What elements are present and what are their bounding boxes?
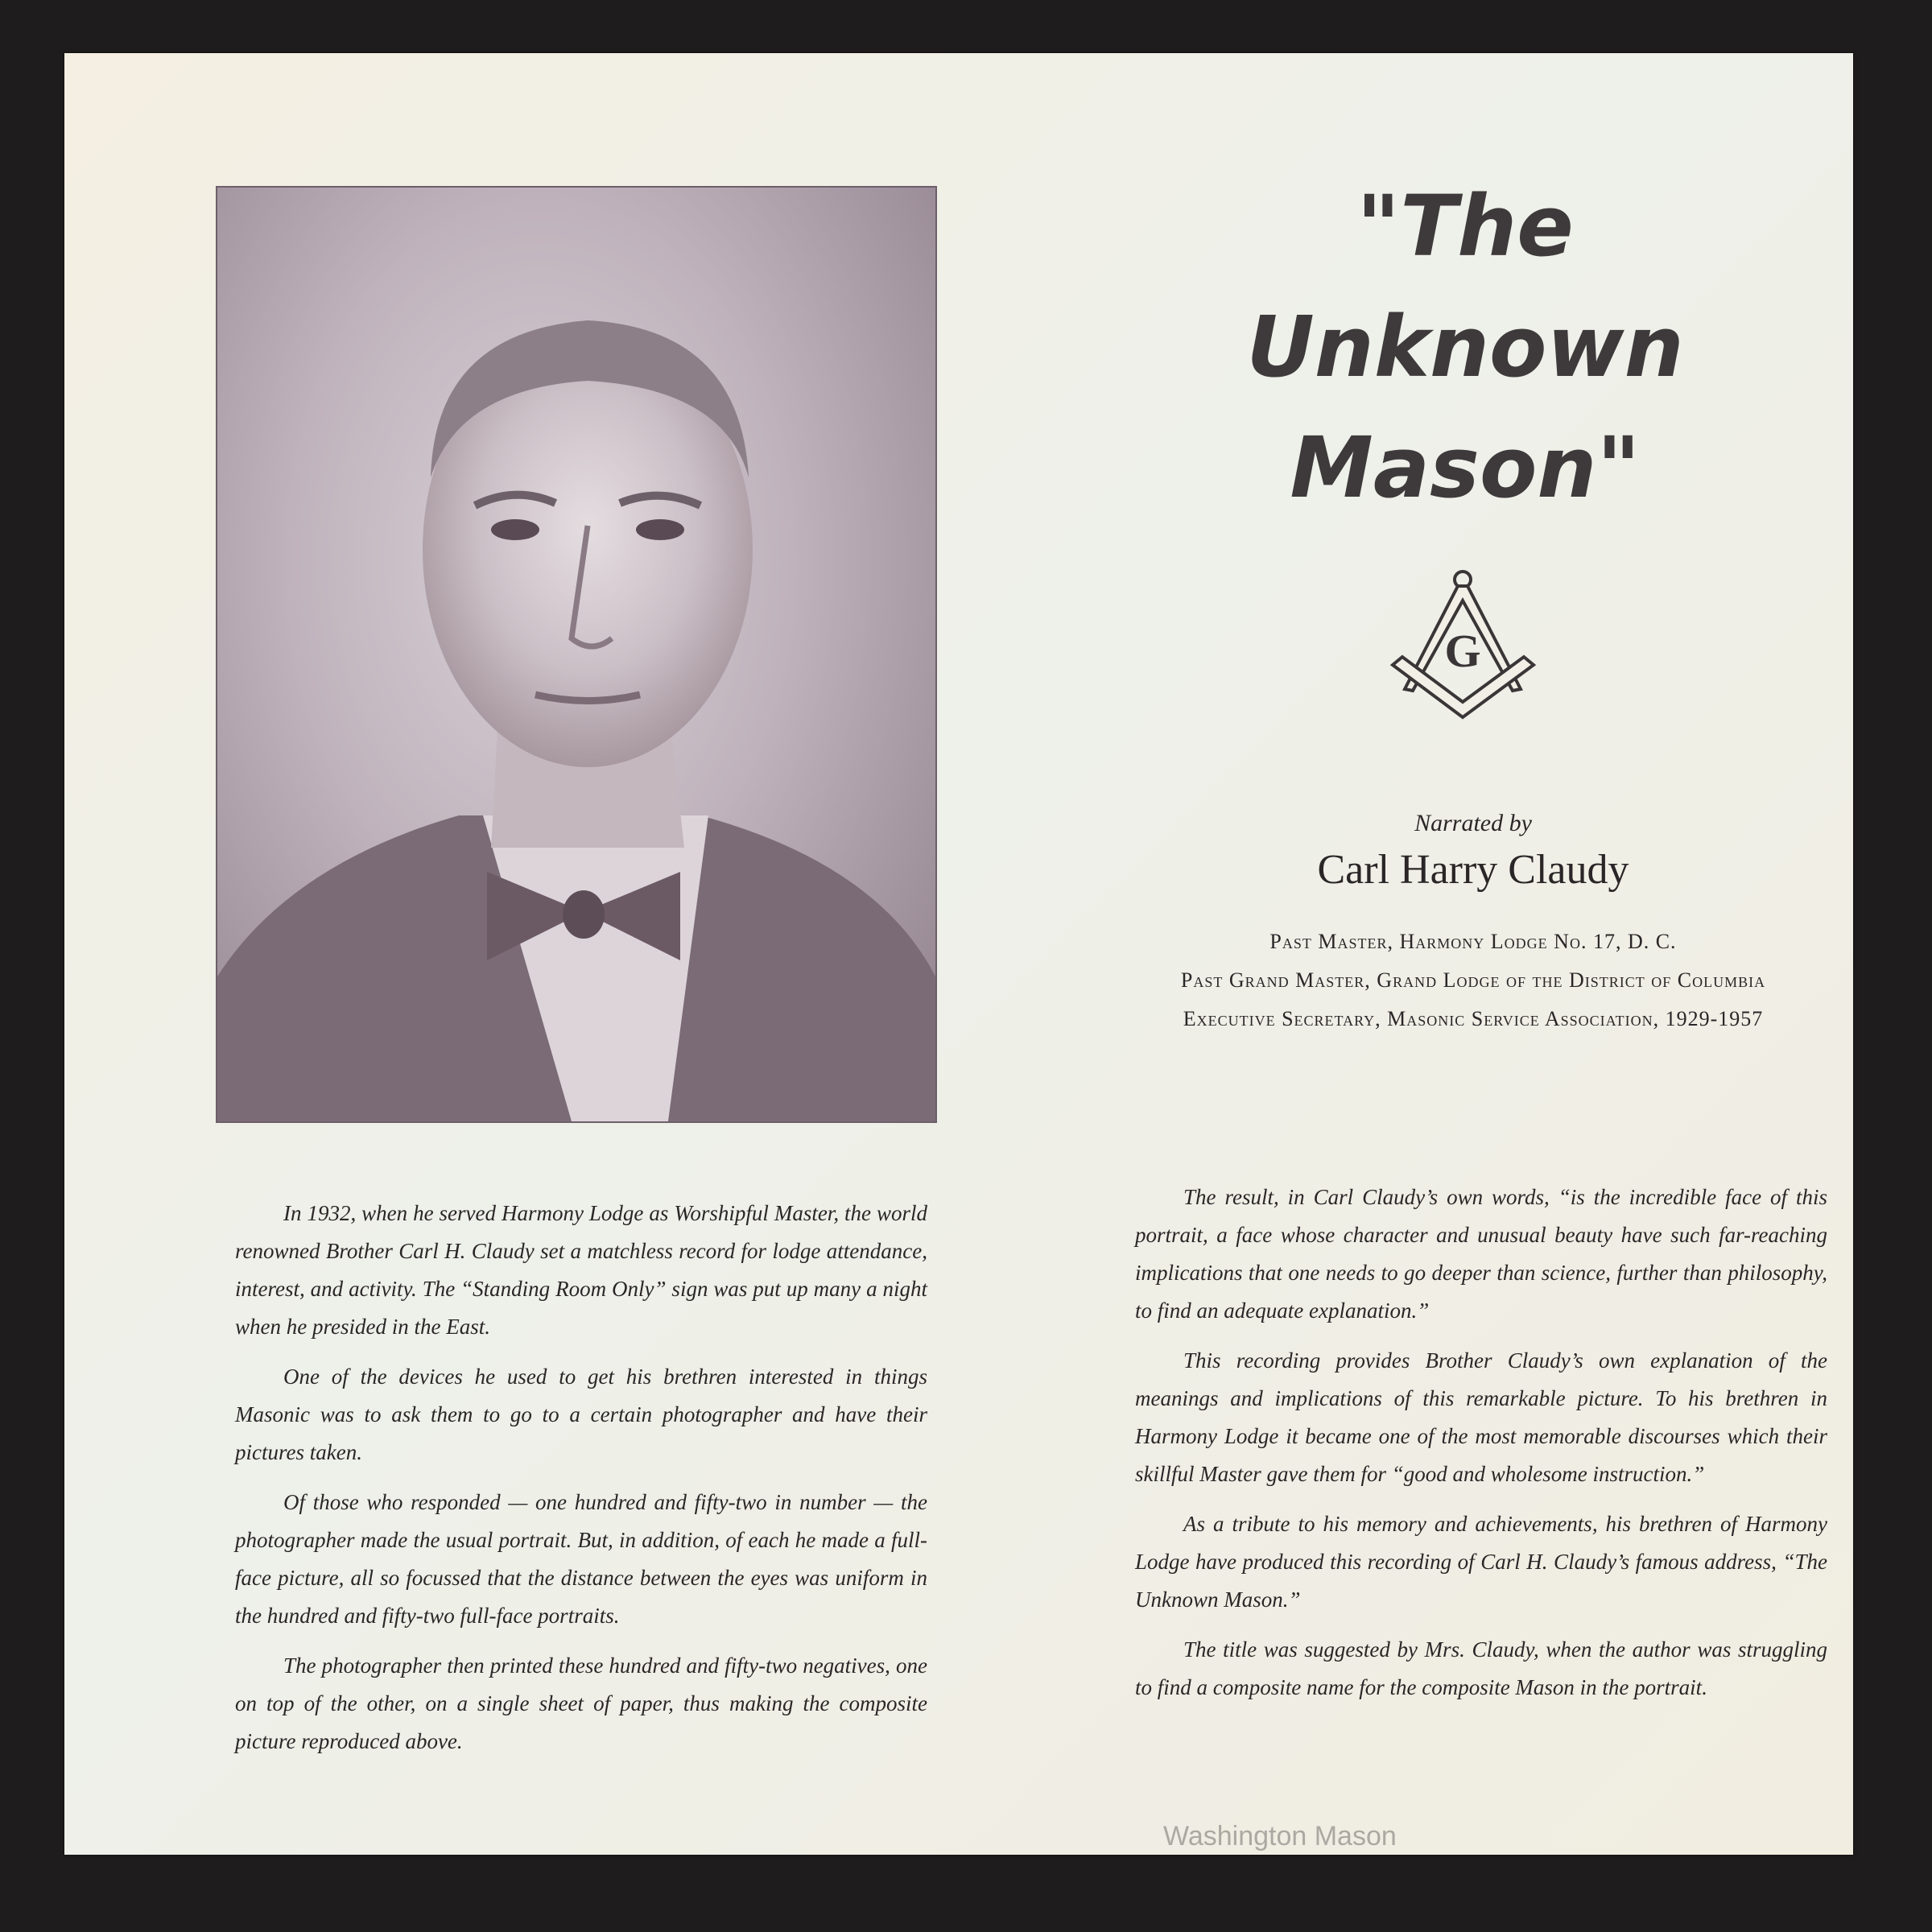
square-and-compasses-icon bbox=[1389, 568, 1538, 721]
watermark: Washington Mason bbox=[1163, 1821, 1397, 1852]
paragraph: Of those who responded — one hundred and fifty-two in number — the photographer made the usual portrait. But, in addition, of each he made a full-face picture, all so focussed that the distance between the eyes was uniform in the hundred and fifty-two full-face portraits. bbox=[235, 1490, 927, 1628]
title-line-1: "The bbox=[1356, 177, 1574, 275]
right-text-column bbox=[1135, 1179, 1827, 1719]
composite-portrait-photo bbox=[216, 186, 937, 1123]
narrator-name: Carl Harry Claudy bbox=[1317, 847, 1629, 893]
paragraph: In 1932, when he served Harmony Lodge as Worshipful Master, the world renowned Brother Carl H. Claudy set a matchless record for lodge attendance, interest, and activity. The “Standing Room Only” sign was put up many a night when he presided in the East. bbox=[235, 1201, 927, 1339]
emblem-letter-g: G bbox=[1444, 625, 1481, 677]
credit-line: Past Grand Master, Grand Lodge of the District of Columbia bbox=[1180, 968, 1766, 992]
title-line-2: Unknown bbox=[1246, 298, 1684, 396]
credit-line: Executive Secretary, Masonic Service Association, 1929-1957 bbox=[1183, 1007, 1764, 1030]
paragraph: As a tribute to his memory and achievements, his brethren of Harmony Lodge have produced this recording of Carl H. Claudy’s famous address, “The Unknown Mason.” bbox=[1135, 1512, 1827, 1612]
credit-line: Past Master, Harmony Lodge No. 17, D. C. bbox=[1269, 930, 1677, 953]
paragraph: The result, in Carl Claudy’s own words, “is the incredible face of this portrait, a face whose character and unusual beauty have such far-reaching implications that one needs to go deeper than science, further than philosophy, to find an adequate explanation.” bbox=[1135, 1185, 1827, 1323]
album-title bbox=[1208, 166, 1723, 528]
record-sleeve-page bbox=[64, 53, 1853, 1855]
left-text-column bbox=[235, 1195, 927, 1773]
paragraph: This recording provides Brother Claudy’s own explanation of the meanings and implications of this remarkable picture. To his brethren in Harmony Lodge it became one of the most memorable discourses which their skillful Master gave them for “good and wholesome instruction.” bbox=[1135, 1348, 1827, 1486]
paragraph: The photographer then printed these hundred and fifty-two negatives, one on top of the other, on a single sheet of paper, thus making the composite picture reproduced above. bbox=[235, 1653, 927, 1753]
paragraph: One of the devices he used to get his brethren interested in things Masonic was to ask them to go to a certain photographer and have their pictures taken. bbox=[235, 1364, 927, 1464]
title-line-3: Mason" bbox=[1290, 419, 1641, 517]
narrator-credits bbox=[1087, 923, 1860, 1038]
narrated-by-label: Narrated by bbox=[1414, 810, 1532, 836]
paragraph: The title was suggested by Mrs. Claudy, when the author was struggling to find a composite name for the composite Mason in the portrait. bbox=[1135, 1637, 1827, 1699]
